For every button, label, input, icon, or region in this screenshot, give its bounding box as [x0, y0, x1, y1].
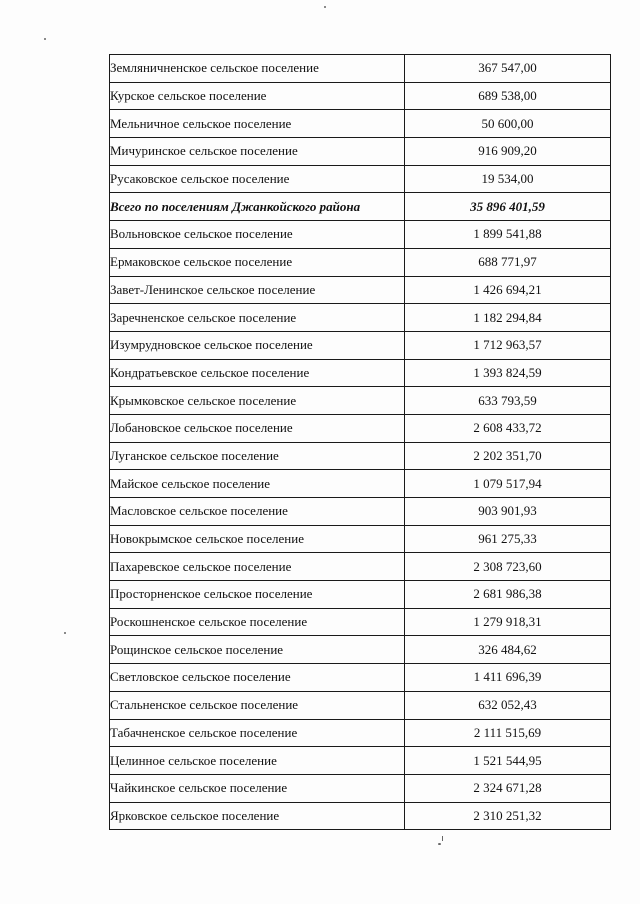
settlement-name: Рощинское сельское поселение — [110, 636, 405, 664]
settlement-amount: 2 608 433,72 — [405, 414, 611, 442]
table-row — [110, 276, 611, 304]
settlement-amount: 961 275,33 — [405, 525, 611, 553]
scan-speck — [442, 836, 443, 841]
table-row — [110, 165, 611, 193]
settlement-amount: 2 202 351,70 — [405, 442, 611, 470]
scan-speck — [438, 843, 441, 845]
table-row — [110, 553, 611, 581]
settlement-amount: 2 310 251,32 — [405, 802, 611, 830]
settlement-amount: 1 393 824,59 — [405, 359, 611, 387]
table-row — [110, 608, 611, 636]
settlement-name: Светловское сельское поселение — [110, 664, 405, 692]
settlement-name: Табачненское сельское поселение — [110, 719, 405, 747]
scan-speck — [44, 38, 46, 40]
settlement-name: Чайкинское сельское поселение — [110, 774, 405, 802]
settlement-name: Мельничное сельское поселение — [110, 110, 405, 138]
settlement-name: Земляничненское сельское поселение — [110, 55, 405, 83]
settlement-name: Крымковское сельское поселение — [110, 387, 405, 415]
settlement-name: Новокрымское сельское поселение — [110, 525, 405, 553]
table-row — [110, 138, 611, 166]
table-row — [110, 747, 611, 775]
table-row — [110, 359, 611, 387]
table-row — [110, 470, 611, 498]
settlement-amount: 2 111 515,69 — [405, 719, 611, 747]
settlement-name: Изумрудновское сельское поселение — [110, 331, 405, 359]
settlement-amount: 50 600,00 — [405, 110, 611, 138]
table-row — [110, 636, 611, 664]
settlement-name: Майское сельское поселение — [110, 470, 405, 498]
total-amount: 35 896 401,59 — [405, 193, 611, 221]
settlement-amount: 2 308 723,60 — [405, 553, 611, 581]
table-row — [110, 774, 611, 802]
settlement-name: Лобановское сельское поселение — [110, 414, 405, 442]
table-row — [110, 442, 611, 470]
total-row — [110, 193, 611, 221]
settlement-amount: 1 411 696,39 — [405, 664, 611, 692]
settlements-table — [109, 54, 611, 830]
scan-speck — [324, 6, 326, 8]
table-row — [110, 525, 611, 553]
settlement-amount: 1 521 544,95 — [405, 747, 611, 775]
table-row — [110, 110, 611, 138]
table-row — [110, 221, 611, 249]
settlement-name: Кондратьевское сельское поселение — [110, 359, 405, 387]
settlement-name: Мичуринское сельское поселение — [110, 138, 405, 166]
settlement-amount: 2 324 671,28 — [405, 774, 611, 802]
settlement-amount: 1 899 541,88 — [405, 221, 611, 249]
settlement-amount: 1 279 918,31 — [405, 608, 611, 636]
settlement-amount: 19 534,00 — [405, 165, 611, 193]
settlement-name: Масловское сельское поселение — [110, 498, 405, 526]
settlement-amount: 632 052,43 — [405, 691, 611, 719]
settlement-amount: 916 909,20 — [405, 138, 611, 166]
table-row — [110, 581, 611, 609]
settlement-name: Просторненское сельское поселение — [110, 581, 405, 609]
settlement-name: Целинное сельское поселение — [110, 747, 405, 775]
settlement-amount: 688 771,97 — [405, 248, 611, 276]
settlement-name: Стальненское сельское поселение — [110, 691, 405, 719]
settlement-name: Ермаковское сельское поселение — [110, 248, 405, 276]
table-row — [110, 304, 611, 332]
table-row — [110, 414, 611, 442]
settlement-name: Роскошненское сельское поселение — [110, 608, 405, 636]
table-row — [110, 498, 611, 526]
settlement-amount: 367 547,00 — [405, 55, 611, 83]
table-row — [110, 248, 611, 276]
settlement-amount: 689 538,00 — [405, 82, 611, 110]
settlement-amount: 1 182 294,84 — [405, 304, 611, 332]
table-row — [110, 664, 611, 692]
settlement-amount: 1 079 517,94 — [405, 470, 611, 498]
settlement-name: Луганское сельское поселение — [110, 442, 405, 470]
settlement-amount: 633 793,59 — [405, 387, 611, 415]
settlement-name: Пахаревское сельское поселение — [110, 553, 405, 581]
settlement-name: Курское сельское поселение — [110, 82, 405, 110]
settlement-name: Русаковское сельское поселение — [110, 165, 405, 193]
scan-speck — [64, 632, 66, 634]
table-row — [110, 331, 611, 359]
table-row — [110, 691, 611, 719]
table-row — [110, 82, 611, 110]
settlement-amount: 1 426 694,21 — [405, 276, 611, 304]
settlement-amount: 326 484,62 — [405, 636, 611, 664]
settlements-table-body — [110, 55, 611, 830]
table-row — [110, 719, 611, 747]
table-row — [110, 55, 611, 83]
settlement-name: Ярковское сельское поселение — [110, 802, 405, 830]
settlement-amount: 2 681 986,38 — [405, 581, 611, 609]
table-row — [110, 387, 611, 415]
total-label: Всего по поселениям Джанкойского района — [110, 193, 405, 221]
table-row — [110, 802, 611, 830]
settlement-amount: 903 901,93 — [405, 498, 611, 526]
settlement-name: Завет-Ленинское сельское поселение — [110, 276, 405, 304]
settlement-amount: 1 712 963,57 — [405, 331, 611, 359]
settlement-name: Вольновское сельское поселение — [110, 221, 405, 249]
settlement-name: Заречненское сельское поселение — [110, 304, 405, 332]
